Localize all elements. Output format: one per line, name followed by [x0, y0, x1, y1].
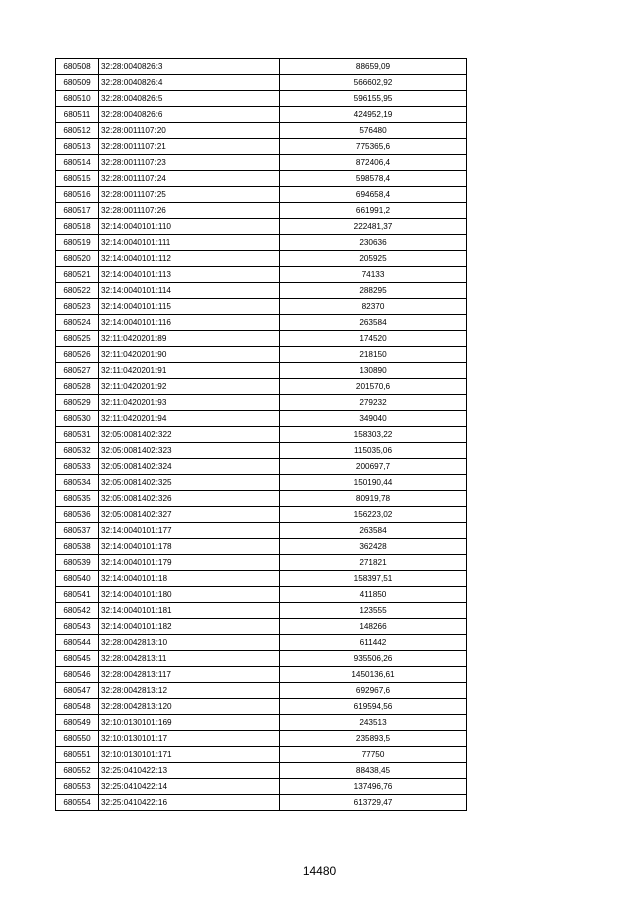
table-row — [56, 443, 467, 459]
cadastral-number-cell: 32:28:0042813:11 — [99, 651, 280, 667]
table-body — [56, 59, 467, 811]
table-row — [56, 283, 467, 299]
cadastral-number-cell: 32:14:0040101:182 — [99, 619, 280, 635]
cadastral-number-cell: 32:14:0040101:18 — [99, 571, 280, 587]
cadastral-number-cell: 32:14:0040101:110 — [99, 219, 280, 235]
table-row — [56, 523, 467, 539]
cadastral-number-cell: 32:05:0081402:325 — [99, 475, 280, 491]
cadastral-value-cell: 694658,4 — [280, 187, 467, 203]
row-id-cell: 680508 — [56, 59, 99, 75]
cadastral-number-cell: 32:11:0420201:93 — [99, 395, 280, 411]
row-id-cell: 680524 — [56, 315, 99, 331]
cadastral-number-cell: 32:14:0040101:180 — [99, 587, 280, 603]
row-id-cell: 680538 — [56, 539, 99, 555]
table-row — [56, 107, 467, 123]
cadastral-number-cell: 32:25:0410422:14 — [99, 779, 280, 795]
cadastral-value-cell: 235893,5 — [280, 731, 467, 747]
row-id-cell: 680552 — [56, 763, 99, 779]
cadastral-number-cell: 32:10:0130101:17 — [99, 731, 280, 747]
row-id-cell: 680523 — [56, 299, 99, 315]
table-row — [56, 299, 467, 315]
row-id-cell: 680543 — [56, 619, 99, 635]
table-row — [56, 331, 467, 347]
table-row — [56, 427, 467, 443]
cadastral-value-cell: 613729,47 — [280, 795, 467, 811]
row-id-cell: 680541 — [56, 587, 99, 603]
cadastral-value-cell: 130890 — [280, 363, 467, 379]
row-id-cell: 680534 — [56, 475, 99, 491]
table-row — [56, 667, 467, 683]
table-row — [56, 315, 467, 331]
cadastral-number-cell: 32:14:0040101:181 — [99, 603, 280, 619]
cadastral-value-cell: 158397,51 — [280, 571, 467, 587]
cadastral-value-cell: 174520 — [280, 331, 467, 347]
table-row — [56, 491, 467, 507]
cadastral-value-cell: 692967,6 — [280, 683, 467, 699]
row-id-cell: 680520 — [56, 251, 99, 267]
cadastral-number-cell: 32:28:0042813:117 — [99, 667, 280, 683]
cadastral-number-cell: 32:25:0410422:13 — [99, 763, 280, 779]
table-row — [56, 795, 467, 811]
cadastral-value-cell: 74133 — [280, 267, 467, 283]
table-row — [56, 699, 467, 715]
cadastral-value-cell: 150190,44 — [280, 475, 467, 491]
table-row — [56, 347, 467, 363]
cadastral-value-cell: 411850 — [280, 587, 467, 603]
cadastral-number-cell: 32:28:0011107:20 — [99, 123, 280, 139]
row-id-cell: 680529 — [56, 395, 99, 411]
table-row — [56, 763, 467, 779]
cadastral-value-cell: 596155,95 — [280, 91, 467, 107]
row-id-cell: 680522 — [56, 283, 99, 299]
cadastral-number-cell: 32:05:0081402:324 — [99, 459, 280, 475]
cadastral-number-cell: 32:05:0081402:323 — [99, 443, 280, 459]
cadastral-value-cell: 158303,22 — [280, 427, 467, 443]
page-number: 14480 — [302, 864, 337, 878]
cadastral-number-cell: 32:28:0042813:12 — [99, 683, 280, 699]
table-row — [56, 683, 467, 699]
cadastral-value-cell: 566602,92 — [280, 75, 467, 91]
table-row — [56, 75, 467, 91]
cadastral-number-cell: 32:28:0011107:21 — [99, 139, 280, 155]
cadastral-number-cell: 32:14:0040101:178 — [99, 539, 280, 555]
cadastral-value-cell: 200697,7 — [280, 459, 467, 475]
cadastral-value-cell: 263584 — [280, 523, 467, 539]
cadastral-number-cell: 32:14:0040101:114 — [99, 283, 280, 299]
table-row — [56, 779, 467, 795]
row-id-cell: 680551 — [56, 747, 99, 763]
table-row — [56, 571, 467, 587]
row-id-cell: 680548 — [56, 699, 99, 715]
cadastral-number-cell: 32:28:0042813:10 — [99, 635, 280, 651]
table-row — [56, 379, 467, 395]
table-row — [56, 651, 467, 667]
cadastral-number-cell: 32:11:0420201:90 — [99, 347, 280, 363]
row-id-cell: 680547 — [56, 683, 99, 699]
row-id-cell: 680535 — [56, 491, 99, 507]
table-row — [56, 587, 467, 603]
table-row — [56, 619, 467, 635]
table-row — [56, 155, 467, 171]
cadastral-number-cell: 32:11:0420201:89 — [99, 331, 280, 347]
cadastral-value-cell: 156223,02 — [280, 507, 467, 523]
cadastral-value-cell: 82370 — [280, 299, 467, 315]
row-id-cell: 680512 — [56, 123, 99, 139]
cadastral-number-cell: 32:28:0011107:26 — [99, 203, 280, 219]
cadastral-number-cell: 32:25:0410422:16 — [99, 795, 280, 811]
cadastral-number-cell: 32:14:0040101:177 — [99, 523, 280, 539]
row-id-cell: 680515 — [56, 171, 99, 187]
cadastral-value-cell: 576480 — [280, 123, 467, 139]
cadastral-value-cell: 872406,4 — [280, 155, 467, 171]
row-id-cell: 680511 — [56, 107, 99, 123]
table-row — [56, 747, 467, 763]
cadastral-number-cell: 32:14:0040101:116 — [99, 315, 280, 331]
row-id-cell: 680526 — [56, 347, 99, 363]
cadastral-value-cell: 424952,19 — [280, 107, 467, 123]
cadastral-value-cell: 271821 — [280, 555, 467, 571]
cadastral-value-cell: 201570,6 — [280, 379, 467, 395]
row-id-cell: 680540 — [56, 571, 99, 587]
row-id-cell: 680549 — [56, 715, 99, 731]
row-id-cell: 680514 — [56, 155, 99, 171]
table-row — [56, 603, 467, 619]
cadastral-number-cell: 32:28:0040826:3 — [99, 59, 280, 75]
row-id-cell: 680539 — [56, 555, 99, 571]
table-row — [56, 139, 467, 155]
row-id-cell: 680528 — [56, 379, 99, 395]
cadastral-value-cell: 611442 — [280, 635, 467, 651]
table-row — [56, 219, 467, 235]
cadastral-value-cell: 80919,78 — [280, 491, 467, 507]
cadastral-number-cell: 32:14:0040101:115 — [99, 299, 280, 315]
cadastral-value-cell: 137496,76 — [280, 779, 467, 795]
cadastral-number-cell: 32:05:0081402:326 — [99, 491, 280, 507]
cadastral-value-cell: 148266 — [280, 619, 467, 635]
row-id-cell: 680510 — [56, 91, 99, 107]
row-id-cell: 680544 — [56, 635, 99, 651]
table-row — [56, 123, 467, 139]
row-id-cell: 680537 — [56, 523, 99, 539]
cadastral-number-cell: 32:11:0420201:92 — [99, 379, 280, 395]
cadastral-value-cell: 115035,06 — [280, 443, 467, 459]
cadastral-value-table — [55, 58, 467, 811]
cadastral-number-cell: 32:28:0040826:4 — [99, 75, 280, 91]
table-row — [56, 635, 467, 651]
cadastral-number-cell: 32:28:0011107:25 — [99, 187, 280, 203]
row-id-cell: 680530 — [56, 411, 99, 427]
table-row — [56, 203, 467, 219]
row-id-cell: 680527 — [56, 363, 99, 379]
row-id-cell: 680531 — [56, 427, 99, 443]
row-id-cell: 680517 — [56, 203, 99, 219]
table-row — [56, 731, 467, 747]
row-id-cell: 680554 — [56, 795, 99, 811]
table-row — [56, 459, 467, 475]
cadastral-number-cell: 32:14:0040101:113 — [99, 267, 280, 283]
cadastral-number-cell: 32:10:0130101:171 — [99, 747, 280, 763]
cadastral-value-cell: 288295 — [280, 283, 467, 299]
cadastral-number-cell: 32:11:0420201:91 — [99, 363, 280, 379]
cadastral-value-cell: 619594,56 — [280, 699, 467, 715]
row-id-cell: 680532 — [56, 443, 99, 459]
table-row — [56, 267, 467, 283]
cadastral-number-cell: 32:10:0130101:169 — [99, 715, 280, 731]
row-id-cell: 680536 — [56, 507, 99, 523]
cadastral-value-cell: 123555 — [280, 603, 467, 619]
table-row — [56, 555, 467, 571]
cadastral-number-cell: 32:05:0081402:322 — [99, 427, 280, 443]
cadastral-number-cell: 32:28:0040826:5 — [99, 91, 280, 107]
row-id-cell: 680545 — [56, 651, 99, 667]
table-row — [56, 475, 467, 491]
table-row — [56, 187, 467, 203]
cadastral-value-cell: 222481,37 — [280, 219, 467, 235]
table-row — [56, 59, 467, 75]
cadastral-value-cell: 661991,2 — [280, 203, 467, 219]
row-id-cell: 680525 — [56, 331, 99, 347]
cadastral-number-cell: 32:05:0081402:327 — [99, 507, 280, 523]
cadastral-number-cell: 32:11:0420201:94 — [99, 411, 280, 427]
cadastral-value-cell: 1450136,61 — [280, 667, 467, 683]
cadastral-value-cell: 230636 — [280, 235, 467, 251]
table-row — [56, 539, 467, 555]
table-row — [56, 171, 467, 187]
row-id-cell: 680513 — [56, 139, 99, 155]
cadastral-value-cell: 279232 — [280, 395, 467, 411]
cadastral-number-cell: 32:14:0040101:179 — [99, 555, 280, 571]
cadastral-value-cell: 598578,4 — [280, 171, 467, 187]
table-row — [56, 411, 467, 427]
cadastral-value-cell: 88659,09 — [280, 59, 467, 75]
table-row — [56, 91, 467, 107]
cadastral-value-cell: 263584 — [280, 315, 467, 331]
cadastral-value-cell: 349040 — [280, 411, 467, 427]
cadastral-value-cell: 88438,45 — [280, 763, 467, 779]
row-id-cell: 680521 — [56, 267, 99, 283]
row-id-cell: 680546 — [56, 667, 99, 683]
row-id-cell: 680533 — [56, 459, 99, 475]
cadastral-value-cell: 77750 — [280, 747, 467, 763]
row-id-cell: 680519 — [56, 235, 99, 251]
row-id-cell: 680553 — [56, 779, 99, 795]
table-row — [56, 507, 467, 523]
row-id-cell: 680518 — [56, 219, 99, 235]
table-row — [56, 251, 467, 267]
table-row — [56, 395, 467, 411]
row-id-cell: 680516 — [56, 187, 99, 203]
cadastral-value-cell: 775365,6 — [280, 139, 467, 155]
cadastral-number-cell: 32:14:0040101:112 — [99, 251, 280, 267]
cadastral-number-cell: 32:28:0011107:23 — [99, 155, 280, 171]
cadastral-value-cell: 218150 — [280, 347, 467, 363]
row-id-cell: 680550 — [56, 731, 99, 747]
cadastral-number-cell: 32:28:0042813:120 — [99, 699, 280, 715]
row-id-cell: 680509 — [56, 75, 99, 91]
cadastral-number-cell: 32:14:0040101:111 — [99, 235, 280, 251]
table-row — [56, 235, 467, 251]
cadastral-value-cell: 362428 — [280, 539, 467, 555]
cadastral-value-cell: 205925 — [280, 251, 467, 267]
table-row — [56, 363, 467, 379]
cadastral-number-cell: 32:28:0011107:24 — [99, 171, 280, 187]
table-row — [56, 715, 467, 731]
cadastral-number-cell: 32:28:0040826:6 — [99, 107, 280, 123]
cadastral-value-cell: 243513 — [280, 715, 467, 731]
row-id-cell: 680542 — [56, 603, 99, 619]
cadastral-value-cell: 935506,26 — [280, 651, 467, 667]
